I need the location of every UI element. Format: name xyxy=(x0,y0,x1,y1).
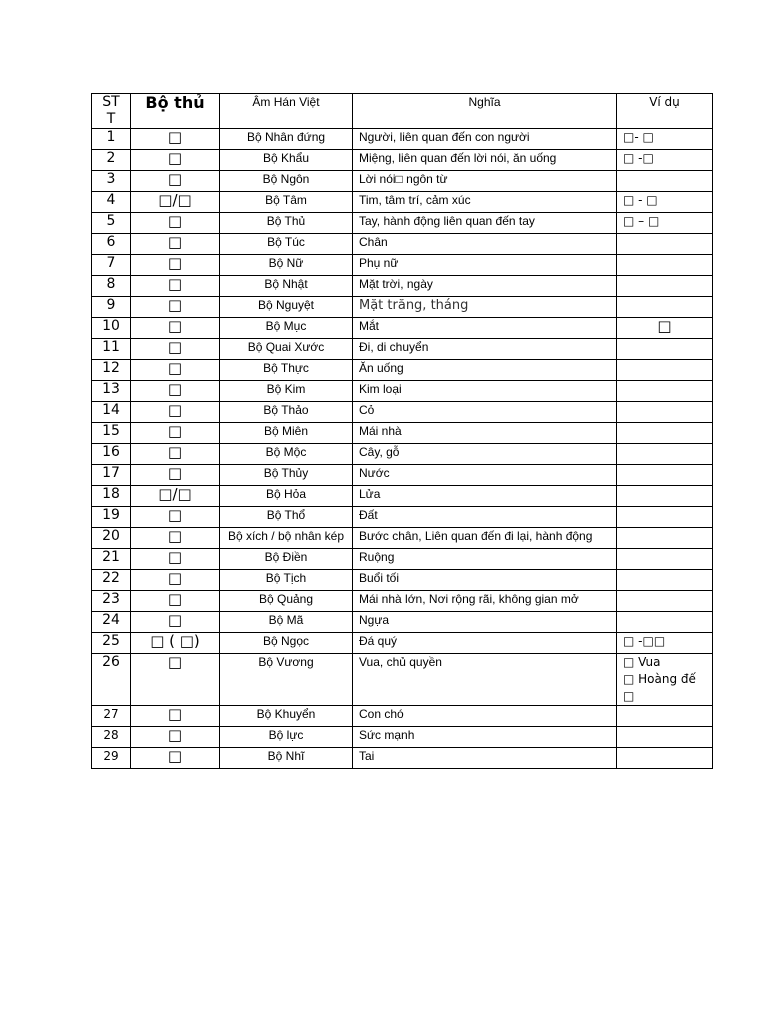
radical-glyph: □ xyxy=(131,612,220,633)
meaning-cell: Tim, tâm trí, cảm xúc xyxy=(353,192,617,213)
meaning-cell: Tay, hành động liên quan đến tay xyxy=(353,213,617,234)
am-han-viet-cell: Bộ Miên xyxy=(220,423,353,444)
am-han-viet-cell: Bộ Túc xyxy=(220,234,353,255)
table-row xyxy=(92,276,713,297)
meaning-cell: Miệng, liên quan đến lời nói, ăn uống xyxy=(353,150,617,171)
meaning-cell: Tai xyxy=(353,748,617,769)
radical-glyph: □ xyxy=(131,318,220,339)
row-number: 26 xyxy=(92,654,131,706)
example-cell xyxy=(617,528,713,549)
header-stt: ST T xyxy=(92,94,131,129)
radical-glyph: □ xyxy=(131,465,220,486)
table-row xyxy=(92,360,713,381)
table-row xyxy=(92,528,713,549)
meaning-cell: Cỏ xyxy=(353,402,617,423)
row-number: 23 xyxy=(92,591,131,612)
example-cell xyxy=(617,654,713,706)
table-row xyxy=(92,465,713,486)
am-han-viet-cell: Bộ Nhật xyxy=(220,276,353,297)
table-row xyxy=(92,129,713,150)
example-line: □ Hoàng đế xyxy=(623,672,696,686)
am-han-viet-cell: Bộ Ngôn xyxy=(220,171,353,192)
row-number: 11 xyxy=(92,339,131,360)
am-han-viet-cell: Bộ Nữ xyxy=(220,255,353,276)
example-cell: □ - □ xyxy=(617,192,713,213)
meaning-cell: Nước xyxy=(353,465,617,486)
table-row xyxy=(92,381,713,402)
row-number: 24 xyxy=(92,612,131,633)
row-number: 4 xyxy=(92,192,131,213)
radical-glyph: □ xyxy=(131,297,220,318)
radical-glyph: □ xyxy=(131,570,220,591)
table-row xyxy=(92,654,713,706)
radical-glyph: □ xyxy=(131,549,220,570)
table-row xyxy=(92,748,713,769)
radical-glyph: □ xyxy=(131,171,220,192)
row-number: 13 xyxy=(92,381,131,402)
radical-glyph: □ xyxy=(131,234,220,255)
meaning-cell: Mặt trăng, tháng xyxy=(353,297,617,318)
meaning-cell: Lời nói□ ngôn từ xyxy=(353,171,617,192)
meaning-cell: Mặt trời, ngày xyxy=(353,276,617,297)
example-cell xyxy=(617,402,713,423)
radical-glyph: □ xyxy=(131,276,220,297)
table-row xyxy=(92,486,713,507)
am-han-viet-cell: Bộ Quảng xyxy=(220,591,353,612)
example-cell xyxy=(617,612,713,633)
table-row xyxy=(92,171,713,192)
am-han-viet-cell: Bộ lực xyxy=(220,727,353,748)
radical-glyph: □ xyxy=(131,423,220,444)
am-han-viet-cell: Bộ Khuyển xyxy=(220,706,353,727)
row-number: 8 xyxy=(92,276,131,297)
am-han-viet-cell: Bộ xích / bộ nhân kép xyxy=(220,528,353,549)
am-han-viet-cell: Bộ Quai Xước xyxy=(220,339,353,360)
am-han-viet-cell: Bộ Mục xyxy=(220,318,353,339)
am-han-viet-cell: Bộ Thổ xyxy=(220,507,353,528)
radical-glyph: □ xyxy=(131,727,220,748)
table-row xyxy=(92,612,713,633)
meaning-cell: Đất xyxy=(353,507,617,528)
row-number: 29 xyxy=(92,748,131,769)
example-cell xyxy=(617,549,713,570)
example-cell: □ xyxy=(617,318,713,339)
example-cell: □- □ xyxy=(617,129,713,150)
example-cell xyxy=(617,748,713,769)
header-vi-du: Ví dụ xyxy=(617,94,713,129)
row-number: 12 xyxy=(92,360,131,381)
table-row xyxy=(92,318,713,339)
radical-glyph: □ xyxy=(131,706,220,727)
row-number: 27 xyxy=(92,706,131,727)
am-han-viet-cell: Bộ Thủ xyxy=(220,213,353,234)
radical-glyph: □/□ xyxy=(131,486,220,507)
header-radical: Bộ thủ xyxy=(131,94,220,129)
am-han-viet-cell: Bộ Kim xyxy=(220,381,353,402)
meaning-cell: Đi, di chuyển xyxy=(353,339,617,360)
radical-glyph: □ xyxy=(131,402,220,423)
table-row xyxy=(92,444,713,465)
table-row xyxy=(92,507,713,528)
radical-glyph: □ xyxy=(131,591,220,612)
meaning-cell: Sức mạnh xyxy=(353,727,617,748)
meaning-cell: Kim loại xyxy=(353,381,617,402)
am-han-viet-cell: Bộ Tịch xyxy=(220,570,353,591)
row-number: 7 xyxy=(92,255,131,276)
meaning-cell: Ngựa xyxy=(353,612,617,633)
radical-glyph: □ xyxy=(131,654,220,706)
radical-glyph: □ xyxy=(131,150,220,171)
meaning-cell: Bước chân, Liên quan đến đi lại, hành động xyxy=(353,528,617,549)
table-row xyxy=(92,633,713,654)
meaning-cell: Cây, gỗ xyxy=(353,444,617,465)
table-row xyxy=(92,727,713,748)
row-number: 17 xyxy=(92,465,131,486)
am-han-viet-cell: Bộ Khẩu xyxy=(220,150,353,171)
row-number: 21 xyxy=(92,549,131,570)
example-line: □ Vua xyxy=(623,655,661,669)
meaning-cell: Mái nhà lớn, Nơi rộng rãi, không gian mở xyxy=(353,591,617,612)
am-han-viet-cell: Bộ Tâm xyxy=(220,192,353,213)
table-row xyxy=(92,297,713,318)
radical-glyph: □ xyxy=(131,444,220,465)
row-number: 3 xyxy=(92,171,131,192)
am-han-viet-cell: Bộ Thực xyxy=(220,360,353,381)
radical-glyph: □ xyxy=(131,129,220,150)
example-cell xyxy=(617,507,713,528)
radical-glyph: □ xyxy=(131,381,220,402)
row-number: 1 xyxy=(92,129,131,150)
meaning-cell: Chân xyxy=(353,234,617,255)
table-row xyxy=(92,591,713,612)
example-cell xyxy=(617,423,713,444)
meaning-cell: Đá quý xyxy=(353,633,617,654)
example-cell xyxy=(617,444,713,465)
row-number: 18 xyxy=(92,486,131,507)
meaning-cell: Ăn uống xyxy=(353,360,617,381)
row-number: 10 xyxy=(92,318,131,339)
example-cell xyxy=(617,486,713,507)
row-number: 25 xyxy=(92,633,131,654)
radical-glyph: □ xyxy=(131,748,220,769)
example-cell: □ -□□ xyxy=(617,633,713,654)
table-row xyxy=(92,192,713,213)
table-row xyxy=(92,234,713,255)
am-han-viet-cell: Bộ Thủy xyxy=(220,465,353,486)
row-number: 5 xyxy=(92,213,131,234)
example-cell xyxy=(617,339,713,360)
row-number: 6 xyxy=(92,234,131,255)
radical-glyph: □/□ xyxy=(131,192,220,213)
table-row xyxy=(92,213,713,234)
header-nghia: Nghĩa xyxy=(353,94,617,129)
table-row xyxy=(92,255,713,276)
example-cell xyxy=(617,234,713,255)
table-row xyxy=(92,570,713,591)
radical-glyph: □ xyxy=(131,360,220,381)
row-number: 22 xyxy=(92,570,131,591)
example-cell xyxy=(617,381,713,402)
row-number: 2 xyxy=(92,150,131,171)
am-han-viet-cell: Bộ Nhân đứng xyxy=(220,129,353,150)
meaning-cell: Lửa xyxy=(353,486,617,507)
am-han-viet-cell: Bộ Ngọc xyxy=(220,633,353,654)
meaning-cell: Con chó xyxy=(353,706,617,727)
radical-glyph: □ xyxy=(131,213,220,234)
row-number: 19 xyxy=(92,507,131,528)
example-cell xyxy=(617,297,713,318)
example-cell xyxy=(617,570,713,591)
meaning-cell: Vua, chủ quyền xyxy=(353,654,617,706)
am-han-viet-cell: Bộ Nguyệt xyxy=(220,297,353,318)
am-han-viet-cell: Bộ Vương xyxy=(220,654,353,706)
meaning-cell: Mắt xyxy=(353,318,617,339)
example-cell xyxy=(617,706,713,727)
row-number: 16 xyxy=(92,444,131,465)
radical-glyph: □ xyxy=(131,507,220,528)
example-cell xyxy=(617,255,713,276)
table-row xyxy=(92,706,713,727)
meaning-cell: Mái nhà xyxy=(353,423,617,444)
header-am-han-viet: Âm Hán Việt xyxy=(220,94,353,129)
radical-glyph: □ xyxy=(131,255,220,276)
am-han-viet-cell: Bộ Hỏa xyxy=(220,486,353,507)
radical-glyph: □ ( □) xyxy=(131,633,220,654)
row-number: 9 xyxy=(92,297,131,318)
am-han-viet-cell: Bộ Mã xyxy=(220,612,353,633)
example-cell xyxy=(617,591,713,612)
meaning-cell: Ruộng xyxy=(353,549,617,570)
radicals-table xyxy=(91,93,713,769)
meaning-cell: Buổi tối xyxy=(353,570,617,591)
table-row xyxy=(92,402,713,423)
row-number: 20 xyxy=(92,528,131,549)
table-row xyxy=(92,150,713,171)
example-line: □ xyxy=(623,689,635,703)
example-cell xyxy=(617,465,713,486)
table-row xyxy=(92,549,713,570)
am-han-viet-cell: Bộ Mộc xyxy=(220,444,353,465)
am-han-viet-cell: Bộ Điền xyxy=(220,549,353,570)
table-header-row xyxy=(92,94,713,129)
example-cell xyxy=(617,171,713,192)
am-han-viet-cell: Bộ Nhĩ xyxy=(220,748,353,769)
example-cell xyxy=(617,727,713,748)
meaning-cell: Phụ nữ xyxy=(353,255,617,276)
radical-glyph: □ xyxy=(131,339,220,360)
example-cell xyxy=(617,360,713,381)
row-number: 28 xyxy=(92,727,131,748)
meaning-cell: Người, liên quan đến con người xyxy=(353,129,617,150)
example-cell: □ – □ xyxy=(617,213,713,234)
table-row xyxy=(92,339,713,360)
row-number: 14 xyxy=(92,402,131,423)
table-row xyxy=(92,423,713,444)
row-number: 15 xyxy=(92,423,131,444)
am-han-viet-cell: Bộ Thảo xyxy=(220,402,353,423)
example-cell xyxy=(617,276,713,297)
example-cell: □ -□ xyxy=(617,150,713,171)
radical-glyph: □ xyxy=(131,528,220,549)
